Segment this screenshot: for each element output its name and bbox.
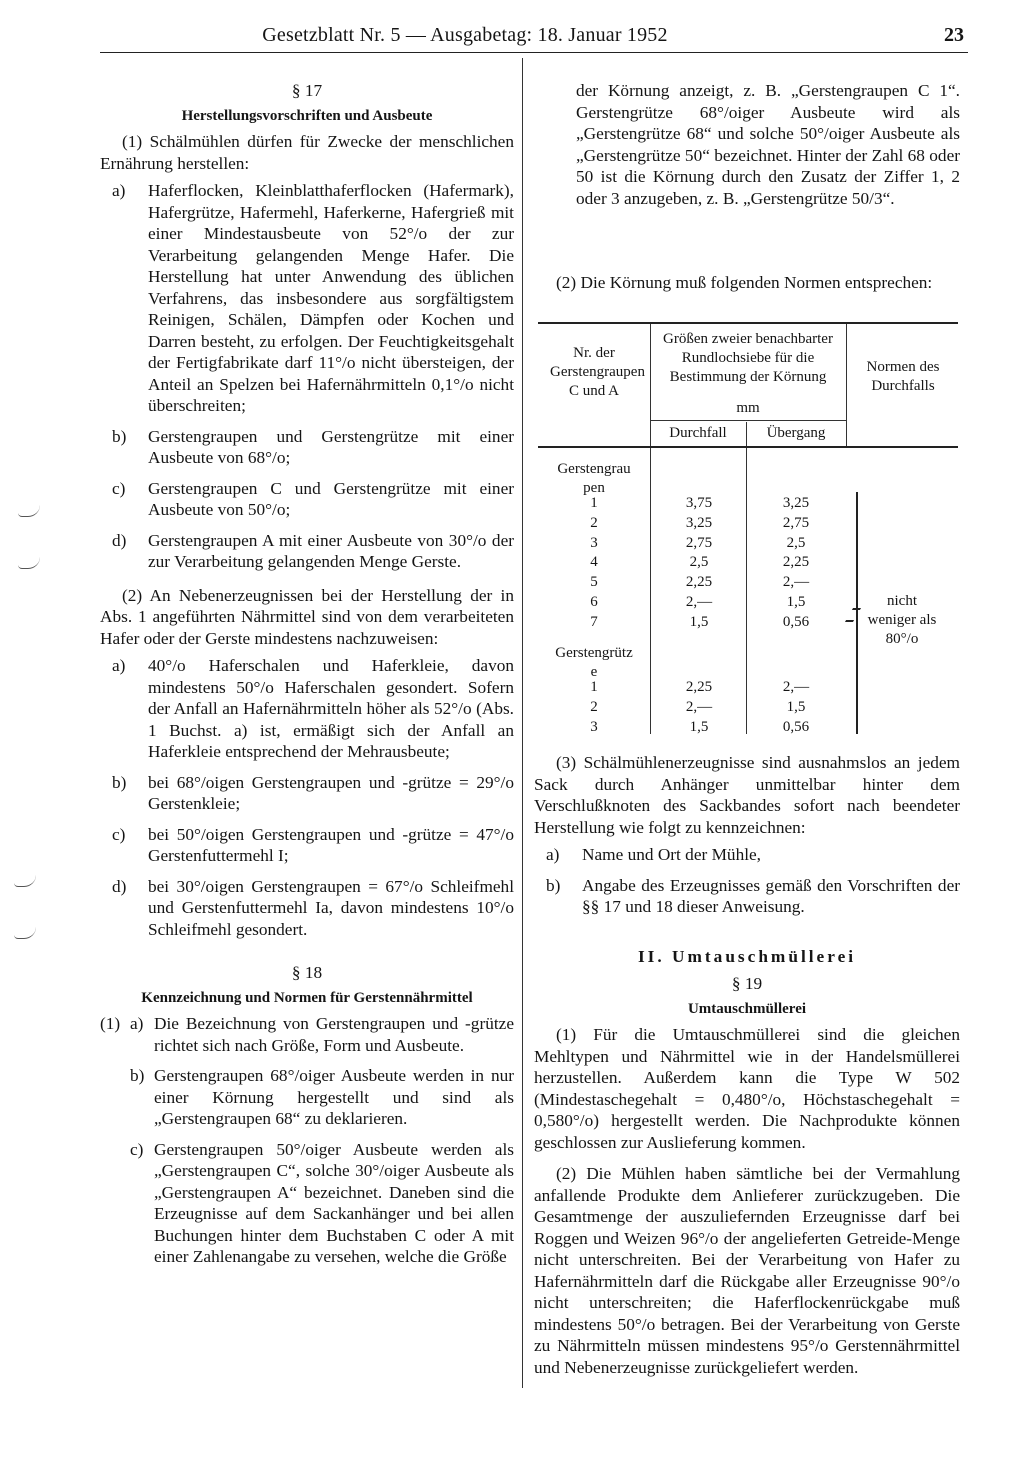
header-uebergang: Übergang (766, 425, 826, 441)
group-label: Gerstengrütze (555, 645, 633, 680)
item-text: bei 50°/oigen Gerstengraupen und -grütze = 47°/o Gerstenfuttermehl I; (148, 824, 514, 865)
table-cell-durchfall: 2,— (685, 698, 713, 715)
header-durchfall: Durchfall (669, 425, 727, 441)
table-cell-nr: 1 (590, 495, 598, 511)
section-19-paragraph-2: (2) Die Mühlen haben sämtliche bei der Vermahlung anfallende Produkte dem Anlieferer zurückzugeben. Die Gesamtmenge der auszuliefernden Erzeugnisse darf bei Roggen und Weizen 96°/o der angelieferten Getreide-Menge nicht unterschreiten. Bei der Verarbeitung von Hafer zu Hafernährmitteln darf die Rückgabe aller Erzeugnisse 90°/o nicht unterschreiten; die Haferflockenrückgabe muß mindestens 50°/o betragen. Bei der Verarbeitung von Gerste zu Nährmitteln müssen mindestens 95°/o Gerstennährmittel und Nebenerzeugnisse zurückgeliefert werden. (534, 1164, 960, 1377)
section-17-paragraph-1: (1) Schälmühlen dürfen für Zwecke der menschlichen Ernährung herstellen: (100, 132, 514, 173)
margin-mark (18, 556, 40, 569)
paragraph-number: (1) (100, 1014, 121, 1033)
item-letter: b) (112, 772, 127, 792)
right-column-paragraph-2 (534, 272, 960, 296)
right-column-continuation (534, 80, 960, 209)
item-letter: b) (130, 1066, 145, 1085)
item-letter: a) (112, 656, 126, 675)
margin-mark (18, 504, 40, 517)
table-rule (538, 322, 958, 324)
table-cell-durchfall: 3,25 (685, 514, 713, 531)
table-cell-uebergang: 3,25 (782, 495, 810, 511)
section-18-number: § 18 (291, 963, 323, 982)
table-cell-durchfall: 2,75 (685, 534, 713, 551)
table-cell-nr: 4 (590, 554, 598, 571)
table-vline (846, 324, 847, 446)
table-cell-uebergang: 1,5 (786, 594, 806, 610)
header-normen: Normen des Durchfalls (866, 359, 940, 394)
table-vline (746, 422, 747, 734)
header-col-nr: Nr. der Gerstengraupen C und A (550, 345, 645, 399)
left-column (100, 80, 514, 1277)
group-label: Gerstengraupen (557, 461, 631, 496)
item-letter: c) (112, 824, 126, 844)
table-cell-nr: 6 (590, 594, 598, 610)
list-item (100, 655, 514, 763)
item-text: Gerstengraupen 68°/oiger Ausbeute werden in nur einer Körnung hergestellt und sind als „Gerstengraupen 68“ zu deklarieren. (154, 1066, 514, 1128)
list-item (100, 824, 514, 867)
item-letter: a) (546, 845, 560, 864)
table-cell-nr: 2 (590, 698, 598, 715)
paragraph-2: (2) Die Körnung muß folgenden Normen entsprechen: (556, 273, 933, 292)
list-item (100, 1013, 514, 1056)
table-cell-uebergang: 1,5 (786, 698, 806, 715)
item-letter: c) (112, 478, 126, 498)
item-text: Name und Ort der Mühle, (582, 845, 762, 864)
table-cell-durchfall: 2,5 (689, 554, 709, 571)
section-17-paragraph-2: (2) An Nebenerzeugnissen bei der Herstellung der in Abs. 1 angeführten Nährmittel sind von dem verarbeiteten Hafer oder der Gerste mindestens nachzuweisen: (100, 585, 514, 648)
table-cell-nr: 1 (590, 679, 598, 695)
list-item (100, 876, 514, 941)
item-text: Angabe des Erzeugnisses gemäß den Vorschriften der §§ 17 und 18 dieser Anweisung. (582, 875, 960, 916)
header-title: Gesetzblatt Nr. 5 — Ausgabetag: 18. Januar 1952 (262, 24, 668, 46)
table-cell-uebergang: 2,5 (786, 534, 806, 551)
table-hline (650, 420, 846, 421)
item-text: Gerstengraupen 50°/oiger Ausbeute werden als „Gerstengraupen C“, solche 30°/oiger Ausbeute als „Gerstengraupen A“ bezeichnet. Daneben sind die Erzeugnisse auf dem Sackanhänger und bei allen Buchungen hinter dem Buchstaben C oder A mit einer Zahlenangabe zu versehen, welche die Größe (154, 1139, 514, 1266)
item-letter: b) (112, 426, 127, 446)
table-cell-uebergang: 2,25 (782, 554, 810, 571)
table-cell-nr: 3 (590, 534, 598, 551)
list-item (100, 180, 514, 417)
table-cell-uebergang: 0,56 (782, 613, 810, 630)
item-letter: c) (130, 1139, 144, 1159)
header-group: Größen zweier benachbarter Rundlochsiebe für die Bestimmung der Körnung (663, 331, 833, 385)
table-cell-durchfall: 1,5 (689, 718, 709, 735)
part-title: II. Umtauschmüllerei (637, 946, 857, 966)
continuation-text: der Körnung anzeigt, z. B. „Gerstengraupen C 1“. Gerstengrütze 68°/oiger Ausbeute wird als „Gerstengrütze 68“ und solche 50°/oiger Ausbeute als „Gerstengrütze 50“ bezeichnet. Hinter der Zahl 68 oder 50 ist die Körnung durch den Zusatz der Ziffer 1, 2 oder 3 anzugeben, z. B. „Gerstengrütze 50/3“. (576, 81, 960, 208)
item-text: Gerstengraupen und Gerstengrütze mit einer Ausbeute von 68°/o; (148, 426, 514, 467)
page-header (100, 22, 968, 53)
table-cell-uebergang: 2,75 (782, 514, 810, 531)
item-text: Die Bezeichnung von Gerstengraupen und -grütze richtet sich nach Größe, Form und Ausbeute. (154, 1014, 514, 1055)
right-column-bottom (534, 752, 960, 1380)
item-text: bei 30°/oigen Gerstengraupen = 67°/o Schleifmehl und Gerstenfuttermehl Ia, davon mindestens 10°/o Schleifmehl gesondert. (148, 876, 514, 939)
list-item (100, 478, 514, 521)
table-vline (650, 324, 651, 734)
list-item (100, 530, 514, 573)
item-text: bei 68°/oigen Gerstengraupen und -grütze = 29°/o Gerstenkleie; (148, 772, 514, 813)
section-17-title: Herstellungsvorschriften und Ausbeute (181, 107, 433, 124)
table-cell-uebergang: 0,56 (782, 718, 810, 735)
item-letter: a) (112, 181, 126, 200)
table-cell-uebergang: 2,— (782, 679, 810, 695)
list-item (100, 772, 514, 815)
section-18-title: Kennzeichnung und Normen für Gerstennährmittel (141, 989, 473, 1006)
item-text: Gerstengraupen C und Gerstengrütze mit einer Ausbeute von 50°/o; (148, 478, 514, 519)
table-cell-durchfall: 3,75 (685, 495, 713, 511)
table-cell-nr: 5 (590, 574, 598, 591)
section-19-number: § 19 (731, 974, 763, 993)
item-text: Gerstengraupen A mit einer Ausbeute von 30°/o der zur Verarbeitung gelangenden Menge Gerste. (148, 530, 514, 571)
margin-mark (14, 874, 36, 887)
list-item (534, 844, 960, 866)
list-item (130, 1139, 514, 1268)
header-unit: mm (736, 400, 760, 416)
margin-mark (14, 926, 36, 939)
section-19-title: Umtauschmüllerei (687, 1000, 807, 1017)
table-cell-nr: 7 (590, 613, 598, 630)
grain-size-table (538, 322, 958, 736)
table-cell-durchfall: 1,5 (689, 613, 709, 630)
table-cell-durchfall: 2,25 (685, 679, 713, 695)
page-number: 23 (944, 24, 964, 46)
table-cell-nr: 2 (590, 514, 598, 531)
list-item (100, 426, 514, 469)
table-cell-durchfall: 2,— (685, 594, 713, 610)
paragraph-3: (3) Schälmühlenerzeugnisse sind ausnahmslos an jedem Sack durch Anhänger unmittelbar hinter dem Verschlußknoten des Sackbandes sofort nach beendeter Herstellung wie folgt zu kennzeichnen: (534, 753, 960, 837)
column-divider (522, 58, 523, 1388)
item-text: Haferflocken, Kleinblatthaferflocken (Hafermark), Hafergrütze, Hafermehl, Haferkerne, Hafergrieß mit einer Mindestausbeute von 52°/o der zur Verarbeitung gelangenden Menge Hafer. Die Herstellung hat unter Anwendung des üblichen Verfahrens, das insbesondere aus sorgfältigstem Reinigen, Schälen, Dämpfen oder Kochen und Darren besteht, zu erfolgen. Der Feuchtigkeitsgehalt der Fertigfabrikate darf 11°/o nicht übersteigen, der Anteil an Spelzen bei Hafernährmitteln 0,1°/o nicht überschreiten; (148, 181, 514, 415)
item-letter: d) (112, 876, 127, 896)
section-17-number: § 17 (291, 81, 323, 100)
section-19-paragraph-1: (1) Für die Umtauschmüllerei sind die gleichen Mehltypen und Nährmittel wie in der Handelsmüllerei herzustellen. Außerdem kann die Type W 502 (Mindestaschegehalt = 0,480°/o, Höchstaschegehalt = 0,580°/o) hergestellt werden. Die Nachprodukte können geschlossen zur Auslieferung kommen. (534, 1025, 960, 1152)
table-rule (538, 446, 958, 448)
table-cell-durchfall: 2,25 (685, 574, 713, 591)
norm-value: nicht weniger als 80°/o (867, 593, 937, 647)
table-cell-nr: 3 (590, 718, 598, 735)
item-letter: b) (546, 875, 561, 895)
item-letter: a) (130, 1014, 144, 1033)
list-item (130, 1065, 514, 1130)
list-item (534, 875, 960, 918)
item-text: 40°/o Haferschalen und Haferkleie, davon mindestens 50°/o Haferschalen gesondert. Sofern der Anfall an Hafernährmitteln höher als 52°/o (Abs. 1 Buchst. a) ist, ermäßigt sich der Anfall an Haferkleie entsprechend der Mehrausbeute; (148, 656, 514, 761)
table-cell-uebergang: 2,— (782, 574, 810, 591)
item-letter: d) (112, 530, 127, 550)
